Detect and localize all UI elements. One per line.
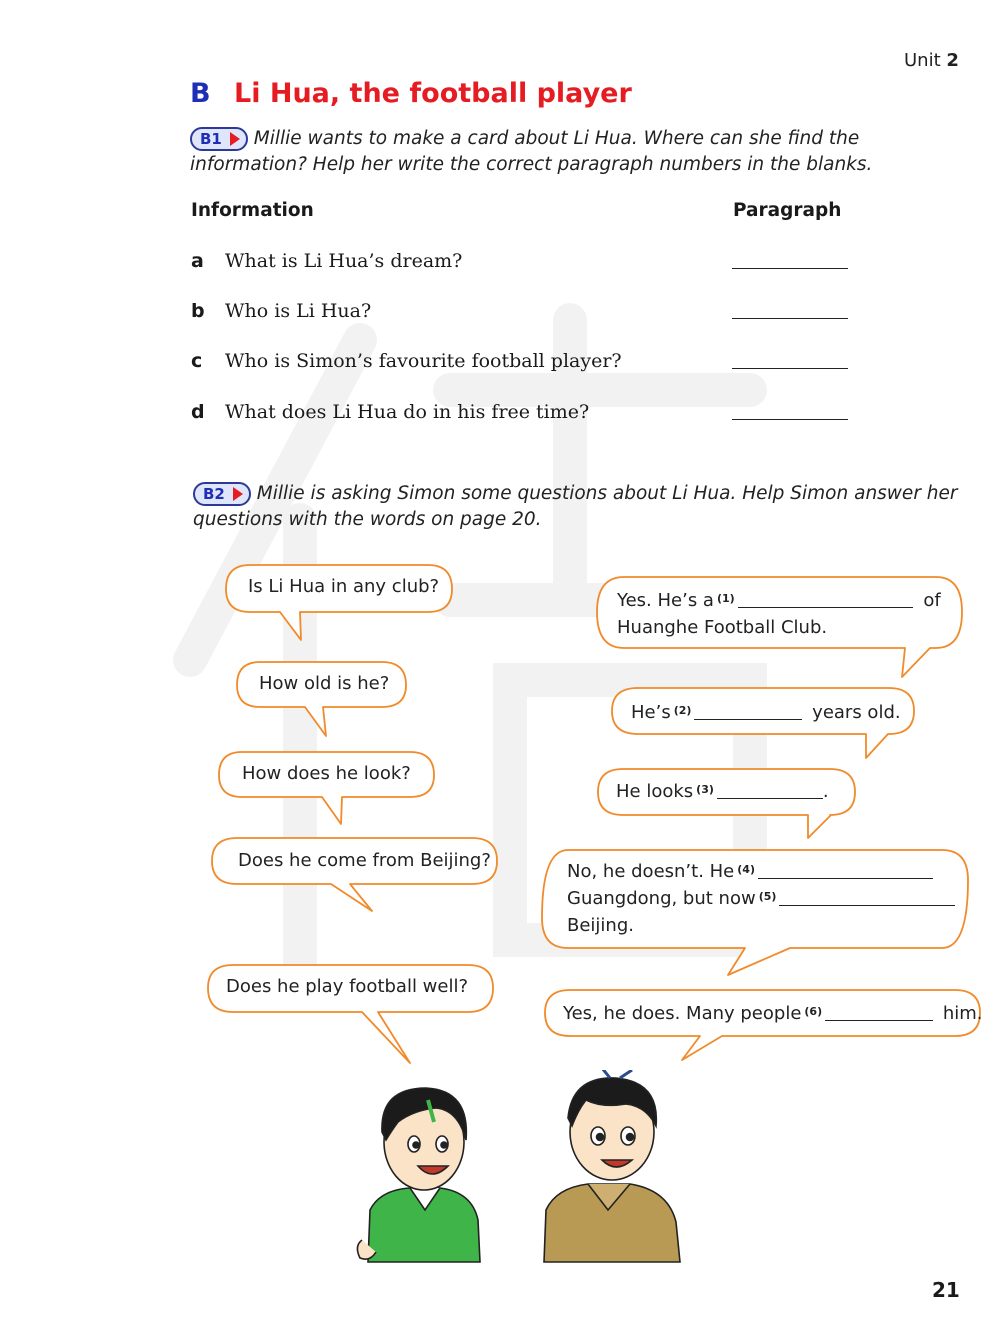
answer-blank-2[interactable] (694, 719, 802, 720)
row-letter: d (191, 401, 205, 423)
question-bubble-beijing: Does he come from Beijing? (238, 850, 491, 871)
row-question: Who is Li Hua? (225, 300, 372, 322)
answer-bubble-2: He’s $^{(2)}$ years old. (631, 702, 901, 723)
question-bubble-club: Is Li Hua in any club? (248, 576, 440, 597)
row-letter: c (191, 350, 203, 372)
question-bubble-look: How does he look? (242, 763, 411, 784)
answer-blank-4[interactable] (758, 878, 933, 879)
bubble-q4 (212, 838, 497, 911)
information-header: Information (191, 200, 314, 221)
row-question: What is Li Hua’s dream? (225, 250, 463, 272)
row-letter: b (191, 300, 205, 322)
answer-bubble-1-line2: Huanghe Football Club. (617, 617, 828, 638)
bubble-a6 (545, 990, 980, 1060)
answer-blank-6[interactable] (825, 1020, 933, 1021)
answer-blank-1[interactable] (738, 607, 913, 608)
b2-instruction: Millie is asking Simon some questions about Li Hua. Help Simon answer her questions with the words on page 20. (193, 483, 958, 530)
bubble-a3 (598, 769, 855, 838)
b1-instruction: Millie wants to make a card about Li Hua. Where can she find the information? Help her write the correct paragraph numbers in the blanks. (190, 128, 873, 175)
row-question: Who is Simon’s favourite football player? (225, 350, 622, 372)
blank-number: (4) (737, 863, 755, 876)
answer-blank-5[interactable] (779, 905, 955, 906)
answer-bubble-3: He looks $^{(3)}$ . (616, 781, 829, 802)
blank-number: (6) (804, 1005, 823, 1018)
bubble-a2 (612, 688, 914, 758)
answer-bubble-1-line1: Yes. He’s a $^{(1)}$ of (617, 590, 941, 611)
unit-label: Unit 2 (904, 50, 959, 71)
b2-badge: B2 (193, 482, 251, 506)
b1-badge: B1 (190, 127, 248, 151)
section-letter: B (190, 78, 211, 109)
row-letter: a (191, 250, 204, 272)
blank-number: (1) (716, 592, 735, 605)
cartoon-children-illustration (340, 1070, 700, 1270)
answer-bubble-4-line1: No, he doesn’t. He $^{(4)}$ (567, 861, 933, 882)
section-title: Li Hua, the football player (234, 78, 632, 109)
answer-bubble-4-line2: Guangdong, but now $^{(5)}$ (567, 888, 955, 909)
blank-number: (3) (696, 783, 714, 796)
question-bubble-football: Does he play football well? (226, 976, 469, 997)
answer-bubble-4-line3: Beijing. (567, 915, 634, 936)
unit-number: 2 (946, 50, 959, 71)
girl-character (357, 1088, 480, 1262)
answer-blank-3[interactable] (717, 798, 823, 799)
question-bubble-age: How old is he? (259, 673, 390, 694)
row-question: What does Li Hua do in his free time? (225, 401, 590, 423)
boy-character (544, 1070, 680, 1262)
answer-bubble-6: Yes, he does. Many people $^{(6)}$ him. (563, 1003, 983, 1024)
blank-number: (5) (758, 890, 777, 903)
paragraph-header: Paragraph (733, 200, 842, 221)
blank-number: (2) (673, 704, 692, 717)
page-number: 21 (932, 1278, 960, 1302)
